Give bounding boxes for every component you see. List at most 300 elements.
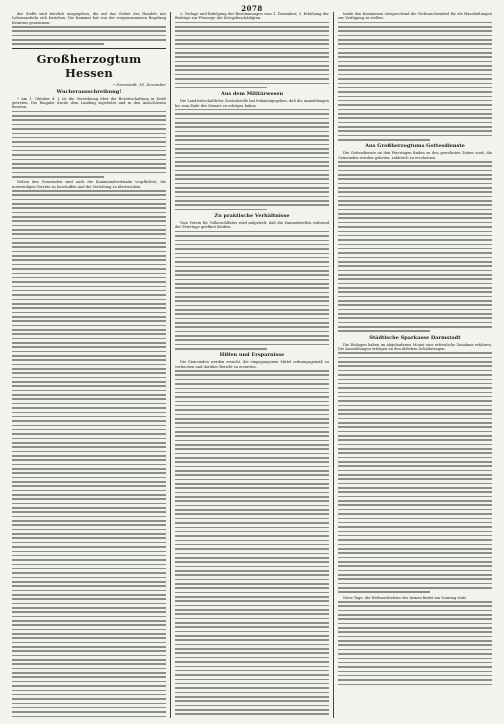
text-line xyxy=(175,466,329,468)
text-line xyxy=(338,461,492,463)
text-line xyxy=(175,287,329,289)
column-1-intro: der Stoffe sind kürzlich ausgegeben, die auf das Gebiet des Handels mit Lebensmitteln sich beziehen. Die Kammer hat von der vorgenommenen Regelung Kenntnis genommen. xyxy=(12,12,166,25)
text-line xyxy=(12,703,166,705)
text-line xyxy=(12,364,166,366)
text-line xyxy=(12,43,104,45)
column-3 xyxy=(333,12,496,718)
divider xyxy=(12,48,166,49)
text-line xyxy=(12,416,166,418)
text-line xyxy=(338,48,492,50)
text-line xyxy=(338,574,492,576)
text-line xyxy=(338,183,492,185)
text-line xyxy=(338,191,492,193)
text-line xyxy=(175,274,329,276)
text-line xyxy=(12,551,166,553)
dateline: • Darmstadt, 16. Dezember xyxy=(112,81,166,87)
column-1 xyxy=(8,12,170,718)
text-line xyxy=(12,585,166,587)
text-line xyxy=(12,377,166,379)
text-line xyxy=(175,170,329,172)
text-line xyxy=(338,640,492,642)
text-line xyxy=(12,233,166,235)
text-line xyxy=(12,246,166,248)
text-line xyxy=(12,451,166,453)
text-line xyxy=(12,650,166,652)
text-line xyxy=(12,359,166,361)
text-line xyxy=(12,681,166,683)
text-line xyxy=(175,535,329,537)
text-line xyxy=(175,240,329,242)
text-line xyxy=(338,478,492,480)
text-line xyxy=(175,30,329,32)
text-line xyxy=(12,264,166,266)
text-line xyxy=(12,616,166,618)
text-line xyxy=(12,229,166,231)
text-line xyxy=(12,172,166,174)
article-paragraph: 2. Verlage und Befolgung der Bestimmungen vom 1. Dezember; 3. Erhöhung der Beiträge zur Fürsorge der Kriegsbeschädigten. xyxy=(175,12,329,21)
text-line xyxy=(175,161,329,163)
text-line xyxy=(175,518,329,520)
text-line xyxy=(338,209,492,211)
text-line xyxy=(175,261,329,263)
text-line xyxy=(175,513,329,515)
text-line xyxy=(338,658,492,660)
text-line xyxy=(12,590,166,592)
text-line xyxy=(338,270,492,272)
text-line xyxy=(175,566,329,568)
text-line xyxy=(12,320,166,322)
text-line xyxy=(175,78,329,80)
text-line xyxy=(12,194,166,196)
text-line xyxy=(175,335,329,337)
text-line xyxy=(12,555,166,557)
text-line xyxy=(338,496,492,498)
text-line xyxy=(12,150,166,152)
text-line xyxy=(175,522,329,524)
article-paragraph: Neue Tage, die Weihnachtsfeier der Armen findet am Sonntag statt. xyxy=(343,595,467,600)
text-line xyxy=(338,387,492,389)
text-line xyxy=(12,124,166,126)
text-line xyxy=(175,509,329,511)
text-line xyxy=(12,111,166,113)
text-line xyxy=(175,87,267,89)
text-line xyxy=(338,539,492,541)
section-heading-hessen: Großherzogtum Hessen xyxy=(36,51,142,80)
text-line xyxy=(338,644,492,646)
text-line xyxy=(175,244,329,246)
text-line xyxy=(175,700,329,702)
text-line xyxy=(338,87,492,89)
text-line xyxy=(338,104,492,106)
text-line xyxy=(338,396,492,398)
text-line xyxy=(338,662,492,664)
text-line xyxy=(175,109,329,111)
text-line xyxy=(338,217,492,219)
text-line xyxy=(12,403,166,405)
text-line xyxy=(338,213,492,215)
article-paragraph: Vom Verein für Volkswohlfahrt wird mitgeteilt, daß die Sammelstellen während der Feiertage geöffnet bleiben. xyxy=(175,221,329,230)
text-line xyxy=(175,65,329,67)
text-line xyxy=(175,500,329,502)
text-line xyxy=(12,119,166,121)
text-line xyxy=(338,287,492,289)
text-line xyxy=(338,561,492,563)
text-line xyxy=(12,333,166,335)
text-line xyxy=(12,698,166,700)
text-line xyxy=(175,405,329,407)
text-line xyxy=(12,294,166,296)
text-line xyxy=(175,666,329,668)
text-line xyxy=(338,65,492,67)
text-line xyxy=(175,231,329,233)
text-line xyxy=(338,22,492,24)
text-line xyxy=(175,339,329,341)
text-line xyxy=(338,30,492,32)
text-line xyxy=(175,209,267,211)
text-line xyxy=(175,487,329,489)
text-line xyxy=(175,483,329,485)
text-line xyxy=(175,696,329,698)
text-line xyxy=(175,22,329,24)
text-line xyxy=(12,163,166,165)
text-line xyxy=(175,74,329,76)
text-line xyxy=(12,220,166,222)
text-line xyxy=(338,74,492,76)
text-line xyxy=(175,187,329,189)
text-line xyxy=(338,69,492,71)
text-line xyxy=(338,400,492,402)
text-line xyxy=(175,418,329,420)
text-line xyxy=(12,537,166,539)
text-line xyxy=(12,516,166,518)
text-line xyxy=(338,261,492,263)
page-header xyxy=(8,4,496,12)
text-line xyxy=(338,130,492,132)
text-line xyxy=(338,531,492,533)
text-line xyxy=(175,48,329,50)
text-line xyxy=(12,355,166,357)
text-line xyxy=(12,663,166,665)
text-line xyxy=(338,422,492,424)
text-line xyxy=(12,26,166,28)
text-line xyxy=(12,559,166,561)
text-line xyxy=(175,444,329,446)
text-line xyxy=(12,646,166,648)
text-line xyxy=(338,684,492,686)
text-line xyxy=(338,300,492,302)
text-line xyxy=(338,513,492,515)
text-line xyxy=(175,587,329,589)
text-line xyxy=(175,592,329,594)
text-line xyxy=(338,96,492,98)
text-line xyxy=(175,561,329,563)
text-line xyxy=(175,453,329,455)
text-line xyxy=(175,266,329,268)
text-line xyxy=(12,694,166,696)
text-line xyxy=(338,231,492,233)
text-line xyxy=(175,178,329,180)
text-line xyxy=(12,425,166,427)
text-line xyxy=(175,379,329,381)
text-line xyxy=(175,496,329,498)
text-line xyxy=(338,548,492,550)
text-line xyxy=(175,448,329,450)
text-line xyxy=(338,666,492,668)
text-line xyxy=(12,159,166,161)
text-line xyxy=(338,448,492,450)
text-line xyxy=(175,165,329,167)
text-line xyxy=(12,35,166,37)
text-line xyxy=(12,711,166,713)
page-number: 2078 xyxy=(241,3,263,13)
text-line xyxy=(338,465,492,467)
text-line xyxy=(338,109,492,111)
text-line xyxy=(12,577,166,579)
text-line xyxy=(338,591,430,593)
text-line xyxy=(175,505,329,507)
text-line xyxy=(175,235,329,237)
text-line xyxy=(338,100,492,102)
text-line xyxy=(338,457,492,459)
text-line xyxy=(338,444,492,446)
text-line xyxy=(338,474,492,476)
article-title: Wucherausschreibung! xyxy=(56,88,122,95)
text-line xyxy=(12,438,166,440)
text-line xyxy=(12,351,166,353)
text-line xyxy=(338,649,492,651)
text-line xyxy=(12,39,166,41)
text-line xyxy=(175,674,329,676)
text-line xyxy=(12,572,166,574)
text-line xyxy=(175,553,329,555)
text-line xyxy=(175,331,329,333)
article-title: Hilfen und Ersparnisse xyxy=(219,352,285,359)
text-line xyxy=(175,622,329,624)
text-line xyxy=(12,303,166,305)
text-line xyxy=(338,165,492,167)
text-line xyxy=(175,26,329,28)
text-line xyxy=(338,283,492,285)
text-line xyxy=(12,268,166,270)
text-line xyxy=(175,431,329,433)
article-paragraph: Die Gemeinden werden ersucht, die eingegangenen Mittel ordnungsgemäß zu verbuchen und darüber Bericht zu erstatten. xyxy=(175,360,329,369)
text-line xyxy=(12,490,166,492)
text-line xyxy=(12,620,166,622)
text-line xyxy=(338,526,492,528)
text-line xyxy=(12,446,166,448)
text-line xyxy=(175,283,329,285)
text-line xyxy=(338,239,492,241)
text-line xyxy=(175,652,329,654)
text-line xyxy=(12,325,166,327)
text-line xyxy=(175,557,329,559)
text-line xyxy=(175,248,329,250)
text-line xyxy=(12,329,166,331)
text-line xyxy=(175,83,329,85)
text-line xyxy=(338,252,492,254)
text-line xyxy=(12,464,166,466)
text-line xyxy=(12,212,166,214)
text-line xyxy=(338,317,492,319)
text-line xyxy=(175,69,329,71)
text-line xyxy=(175,427,329,429)
text-line xyxy=(175,657,329,659)
text-line xyxy=(12,312,166,314)
text-line xyxy=(12,251,166,253)
text-line xyxy=(12,390,166,392)
text-line xyxy=(12,568,166,570)
text-line xyxy=(12,459,166,461)
text-line xyxy=(338,405,492,407)
text-line xyxy=(12,286,166,288)
text-line xyxy=(12,690,166,692)
text-line xyxy=(175,152,329,154)
text-line xyxy=(175,313,329,315)
text-line xyxy=(12,281,166,283)
text-line xyxy=(12,203,166,205)
text-line xyxy=(12,273,166,275)
text-line xyxy=(12,707,166,709)
text-line xyxy=(338,174,492,176)
text-line xyxy=(338,248,492,250)
text-line xyxy=(175,626,329,628)
text-line xyxy=(12,607,166,609)
text-line xyxy=(175,348,267,350)
text-line xyxy=(338,35,492,37)
text-line xyxy=(12,655,166,657)
text-line xyxy=(338,379,492,381)
text-line xyxy=(12,146,166,148)
text-line xyxy=(338,161,492,163)
text-line xyxy=(12,642,166,644)
text-line xyxy=(175,270,329,272)
text-line xyxy=(12,494,166,496)
text-line xyxy=(338,204,492,206)
text-line xyxy=(175,492,329,494)
text-line xyxy=(12,225,166,227)
text-line xyxy=(12,442,166,444)
text-line xyxy=(175,613,329,615)
text-line xyxy=(12,412,166,414)
text-line xyxy=(175,709,329,711)
text-line xyxy=(338,535,492,537)
text-line xyxy=(175,157,329,159)
text-line xyxy=(12,520,166,522)
text-line xyxy=(12,30,166,32)
text-line xyxy=(12,154,166,156)
text-line xyxy=(338,139,430,141)
article-title: Städtische Sparkasse Darmstadt xyxy=(369,334,461,341)
text-line xyxy=(338,636,492,638)
text-line xyxy=(175,183,329,185)
text-line xyxy=(12,529,166,531)
text-line xyxy=(12,624,166,626)
text-line xyxy=(12,564,166,566)
text-line xyxy=(175,204,329,206)
text-line xyxy=(175,52,329,54)
text-line xyxy=(338,122,492,124)
text-line xyxy=(12,299,166,301)
text-line xyxy=(12,498,166,500)
column-2 xyxy=(170,12,333,718)
text-line xyxy=(175,618,329,620)
text-line xyxy=(175,596,329,598)
text-line xyxy=(175,540,329,542)
text-line xyxy=(175,713,329,715)
text-line xyxy=(338,26,492,28)
text-line xyxy=(175,474,329,476)
text-line xyxy=(175,344,329,346)
article-paragraph: Die Gottesdienste an den Feiertagen finden zu den gewohnten Zeiten statt; die Gemeinden werden gebeten, zahlreich zu erscheinen. xyxy=(338,151,492,160)
text-line xyxy=(175,644,329,646)
text-line xyxy=(338,618,492,620)
article-paragraph: tende den Kommunen entsprechend die Verbrauchsmittel für die Haushaltungen zur Verfügung zu stellen. xyxy=(338,12,492,21)
text-line xyxy=(338,117,492,119)
article-paragraph: Die Einlagen haben im abgelaufenen Monat eine erfreuliche Zunahme erfahren. Die Auszahlungen erfolgen an den üblichen Schaltertagen. xyxy=(338,342,492,352)
text-line xyxy=(338,557,492,559)
text-line xyxy=(338,352,492,354)
text-line xyxy=(175,300,329,302)
text-line xyxy=(175,414,329,416)
text-line xyxy=(338,235,492,237)
text-line xyxy=(338,653,492,655)
text-line xyxy=(12,128,166,130)
text-line xyxy=(12,385,166,387)
text-line xyxy=(12,468,166,470)
text-line xyxy=(175,422,329,424)
article-title: Zu praktische Verhältnisse xyxy=(214,213,290,220)
text-line xyxy=(175,196,329,198)
text-line xyxy=(338,565,492,567)
text-line xyxy=(12,633,166,635)
text-line xyxy=(175,392,329,394)
text-line xyxy=(175,631,329,633)
text-line xyxy=(175,574,329,576)
text-line xyxy=(175,113,329,115)
text-line xyxy=(338,291,492,293)
text-line xyxy=(175,531,329,533)
text-line xyxy=(175,148,329,150)
text-line xyxy=(175,648,329,650)
text-line xyxy=(338,326,492,328)
text-line xyxy=(12,429,166,431)
text-line xyxy=(175,679,329,681)
text-line xyxy=(12,407,166,409)
text-line xyxy=(338,623,492,625)
text-line xyxy=(12,672,166,674)
text-line xyxy=(12,472,166,474)
text-line xyxy=(12,255,166,257)
text-line xyxy=(338,418,492,420)
text-line xyxy=(338,583,492,585)
text-line xyxy=(338,374,492,376)
text-line xyxy=(12,216,166,218)
text-line xyxy=(175,383,329,385)
text-line xyxy=(12,133,166,135)
text-line xyxy=(12,685,166,687)
text-line xyxy=(12,598,166,600)
text-line xyxy=(338,601,492,603)
text-line xyxy=(338,610,492,612)
text-line xyxy=(12,511,166,513)
text-line xyxy=(12,524,166,526)
text-line xyxy=(175,544,329,546)
text-line xyxy=(12,372,166,374)
text-line xyxy=(338,578,492,580)
text-line xyxy=(338,357,492,359)
text-line xyxy=(12,668,166,670)
text-line xyxy=(12,507,166,509)
